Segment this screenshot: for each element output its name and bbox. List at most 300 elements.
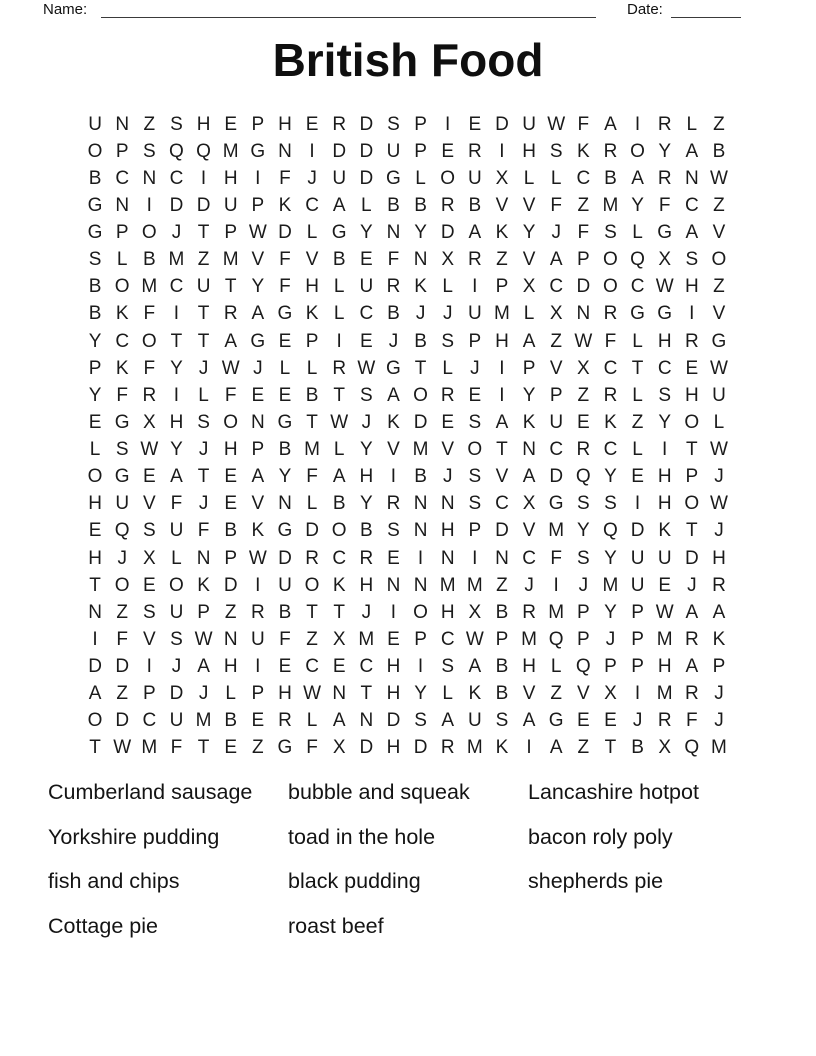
grid-cell: L (523, 303, 535, 325)
word-list-item: roast beef (288, 913, 384, 938)
name-label: Name: (43, 1, 88, 18)
grid-cell: T (224, 276, 237, 298)
grid-cell: U (386, 140, 401, 162)
grid-cell: G (114, 411, 130, 433)
grid-cell: M (358, 628, 375, 650)
grid-cell: K (251, 520, 265, 542)
grid-cell: B (224, 520, 238, 542)
grid-cell: M (548, 601, 565, 623)
grid-cell: I (499, 357, 505, 379)
grid-cell: A (387, 384, 400, 406)
grid-cell: I (255, 574, 261, 596)
grid-cell: N (250, 411, 265, 433)
grid-cell: J (470, 357, 480, 379)
grid-cell: Y (658, 140, 672, 162)
grid-cell: F (550, 194, 562, 216)
grid-cell: G (711, 330, 727, 352)
grid-cell: M (466, 574, 483, 596)
grid-cell: C (359, 656, 374, 677)
grid-cell: D (359, 140, 374, 162)
grid-cell: D (115, 656, 130, 677)
grid-cell: A (522, 710, 536, 732)
grid-cell: Y (359, 439, 373, 460)
grid-cell: Q (684, 737, 700, 759)
grid-cell: B (495, 683, 509, 705)
grid-cell: C (549, 439, 564, 460)
grid-cell: Z (116, 601, 128, 623)
grid-cell: B (305, 384, 319, 406)
word-list-item: Cumberland sausage (48, 780, 253, 804)
grid-cell: U (278, 574, 292, 596)
grid-cell: P (115, 222, 129, 243)
grid-cell: G (657, 303, 673, 325)
grid-cell: X (604, 683, 617, 705)
grid-cell: O (684, 493, 700, 515)
grid-cell: L (306, 357, 318, 379)
grid-cell: Q (114, 520, 130, 542)
grid-cell: K (115, 357, 129, 379)
grid-cell: G (331, 222, 347, 243)
grid-cell: O (413, 601, 428, 623)
grid-cell: D (684, 547, 699, 569)
grid-cell: E (468, 113, 482, 135)
grid-cell: M (602, 574, 619, 596)
grid-cell: D (196, 194, 211, 216)
grid-cell: P (414, 140, 427, 162)
grid-cell: Y (88, 384, 102, 406)
grid-cell: N (522, 439, 536, 460)
grid-cell: L (686, 113, 698, 135)
grid-cell: F (577, 222, 590, 243)
grid-cell: D (413, 411, 428, 433)
grid-cell: R (603, 140, 618, 162)
name-blank-line (101, 0, 596, 18)
grid-cell: T (414, 357, 427, 379)
word-list-item: shepherds pie (528, 869, 664, 894)
grid-cell: M (602, 194, 619, 216)
grid-cell: E (224, 466, 238, 488)
word-list-column (48, 780, 288, 959)
grid-cell: L (333, 439, 345, 460)
grid-cell: Q (630, 249, 645, 271)
grid-cell: M (304, 439, 320, 460)
grid-cell: W (709, 493, 728, 515)
grid-cell: E (576, 411, 590, 433)
grid-cell: I (173, 303, 180, 325)
grid-cell: S (170, 113, 183, 135)
grid-cell: W (248, 547, 267, 569)
grid-cell: N (196, 547, 211, 569)
grid-cell: G (386, 357, 401, 379)
grid-cell: U (169, 710, 184, 732)
grid-cell: R (576, 439, 591, 460)
grid-cell: D (495, 113, 509, 135)
grid-cell: E (251, 710, 265, 732)
grid-cell: X (142, 547, 156, 569)
grid-cell: C (657, 357, 672, 379)
grid-cell: N (115, 194, 130, 216)
grid-cell: U (549, 411, 564, 433)
grid-cell: C (576, 167, 591, 189)
grid-cell: B (278, 601, 292, 623)
grid-cell: C (603, 439, 618, 460)
grid-cell: W (465, 628, 484, 650)
grid-cell: O (141, 330, 157, 352)
date-label: Date: (627, 1, 663, 18)
page-title: British Food (272, 34, 544, 86)
grid-cell: S (88, 249, 102, 271)
grid-cell: U (630, 547, 645, 569)
grid-cell: K (658, 520, 672, 542)
grid-cell: T (197, 222, 210, 243)
grid-cell: L (550, 167, 562, 189)
grid-cell: P (549, 384, 563, 406)
grid-cell: H (712, 547, 726, 569)
grid-cell: C (169, 276, 184, 298)
grid-cell: W (330, 411, 349, 433)
grid-cell: E (332, 656, 346, 677)
grid-cell: N (386, 222, 401, 243)
grid-cell: Z (496, 249, 508, 271)
grid-cell: L (171, 547, 182, 569)
grid-cell: J (198, 357, 209, 379)
grid-cell: X (576, 357, 590, 379)
grid-cell: X (522, 493, 536, 515)
grid-cell: U (88, 113, 102, 135)
grid-cell: H (386, 683, 401, 705)
grid-cell: V (142, 493, 156, 515)
grid-cell: U (223, 194, 238, 216)
grid-cell: B (712, 140, 726, 162)
grid-cell: P (576, 249, 590, 271)
grid-cell: Y (604, 466, 617, 488)
grid-cell: S (685, 249, 699, 271)
grid-cell: J (198, 493, 209, 515)
grid-cell: A (495, 411, 509, 433)
grid-cell: M (195, 710, 212, 732)
grid-cell: E (88, 520, 102, 542)
grid-cell: E (359, 249, 373, 271)
grid-cell: T (89, 737, 101, 759)
grid-cell: D (332, 140, 347, 162)
grid-cell: X (549, 303, 563, 325)
grid-cell: K (305, 303, 319, 325)
grid-cell: P (305, 330, 319, 352)
grid-cell: Y (414, 683, 427, 705)
grid-cell: H (278, 113, 292, 135)
grid-cell: W (574, 330, 593, 352)
grid-cell: R (332, 357, 347, 379)
grid-cell: O (684, 411, 700, 433)
grid-cell: M (222, 140, 239, 162)
grid-cell: A (685, 656, 699, 677)
grid-cell: S (468, 411, 482, 433)
grid-cell: R (467, 249, 482, 271)
grid-cell: D (305, 520, 319, 542)
grid-cell: A (685, 222, 699, 243)
grid-cell: I (173, 384, 180, 406)
grid-cell: K (576, 140, 590, 162)
grid-cell: E (359, 330, 373, 352)
grid-cell: L (523, 167, 535, 189)
grid-cell: J (171, 222, 182, 243)
grid-cell: R (440, 194, 455, 216)
grid-cell: V (495, 466, 509, 488)
grid-cell: F (279, 167, 291, 189)
grid-cell: P (631, 601, 644, 623)
grid-cell: S (468, 493, 482, 515)
grid-cell: S (414, 710, 427, 732)
grid-cell: A (685, 140, 699, 162)
grid-cell: F (550, 547, 562, 569)
grid-cell: R (712, 574, 726, 596)
grid-cell: M (141, 276, 158, 298)
grid-cell: O (141, 222, 157, 243)
grid-cell: H (223, 656, 238, 677)
grid-cell: L (713, 411, 725, 433)
grid-cell: N (413, 520, 428, 542)
grid-cell: D (278, 222, 292, 243)
grid-cell: E (441, 411, 455, 433)
grid-cell: I (390, 601, 397, 623)
grid-cell: P (576, 601, 590, 623)
grid-cell: R (142, 384, 157, 406)
grid-cell: Y (522, 222, 536, 243)
grid-cell: U (657, 547, 672, 569)
grid-cell: K (712, 628, 726, 650)
grid-cell: H (440, 520, 455, 542)
grid-cell: N (332, 683, 347, 705)
grid-cell: E (142, 466, 156, 488)
grid-cell: S (359, 384, 373, 406)
grid-cell: B (414, 466, 427, 488)
grid-cell: G (250, 140, 266, 162)
grid-cell: K (197, 574, 210, 596)
grid-cell: E (278, 656, 292, 677)
grid-cell: W (113, 737, 132, 759)
grid-cell: K (468, 683, 482, 705)
grid-cell: F (116, 384, 128, 406)
grid-cell: R (657, 113, 672, 135)
grid-cell: F (577, 113, 590, 135)
grid-cell: I (634, 683, 641, 705)
grid-cell: X (495, 167, 509, 189)
grid-cell: F (306, 737, 318, 759)
grid-cell: W (547, 113, 566, 135)
grid-cell: E (387, 628, 400, 650)
grid-cell: J (687, 574, 697, 596)
grid-cell: J (361, 411, 372, 433)
grid-cell: W (194, 628, 213, 650)
grid-cell: I (499, 140, 505, 162)
grid-cell: C (169, 167, 184, 189)
grid-cell: E (305, 113, 319, 135)
grid-cell: Z (713, 194, 725, 216)
grid-cell: B (88, 303, 102, 325)
grid-cell: U (332, 167, 347, 189)
grid-cell: S (142, 601, 156, 623)
grid-cell: Y (278, 466, 292, 488)
grid-cell: D (549, 466, 564, 488)
grid-cell: E (88, 411, 102, 433)
grid-cell: Y (251, 276, 265, 298)
grid-cell: B (88, 167, 102, 189)
grid-cell: G (548, 710, 564, 732)
grid-cell: F (279, 276, 291, 298)
grid-cell: B (359, 520, 373, 542)
grid-cell: N (223, 628, 238, 650)
grid-cell: O (467, 439, 483, 460)
grid-cell: M (466, 737, 483, 759)
grid-cell: P (251, 113, 265, 135)
grid-cell: J (307, 167, 317, 189)
grid-cell: A (468, 656, 482, 677)
grid-cell: D (278, 547, 292, 569)
grid-cell: U (250, 628, 265, 650)
grid-cell: A (631, 167, 644, 189)
grid-cell: H (359, 574, 374, 596)
grid-cell: R (440, 384, 455, 406)
grid-cell: W (709, 167, 728, 189)
grid-cell: C (495, 493, 509, 515)
grid-cell: F (306, 466, 318, 488)
grid-cell: B (332, 249, 346, 271)
grid-cell: K (414, 276, 427, 298)
grid-cell: R (278, 710, 292, 732)
grid-cell: R (684, 330, 699, 352)
grid-cell: T (89, 574, 101, 596)
grid-cell: A (251, 466, 265, 488)
grid-cell: X (468, 601, 482, 623)
grid-cell: I (390, 466, 397, 488)
grid-cell: C (522, 547, 536, 569)
grid-cell: H (522, 656, 536, 677)
grid-cell: H (223, 439, 238, 460)
grid-cell: Z (577, 384, 590, 406)
grid-cell: G (114, 466, 130, 488)
grid-cell: F (116, 628, 128, 650)
grid-cell: K (495, 737, 509, 759)
grid-cell: S (468, 466, 482, 488)
grid-cell: V (495, 194, 509, 216)
grid-cell: I (526, 737, 532, 759)
grid-cell: R (359, 547, 374, 569)
grid-cell: M (711, 737, 727, 759)
grid-cell: T (631, 357, 644, 379)
grid-cell: X (142, 411, 156, 433)
grid-cell: X (332, 628, 346, 650)
grid-cell: J (442, 466, 453, 488)
grid-cell: R (603, 303, 618, 325)
grid-cell: I (309, 140, 315, 162)
grid-cell: T (496, 439, 508, 460)
grid-cell: Q (603, 520, 618, 542)
grid-cell: W (655, 601, 674, 623)
grid-cell: C (684, 194, 699, 216)
grid-cell: H (305, 276, 319, 298)
grid-cell: A (251, 303, 265, 325)
grid-cell: H (169, 411, 184, 433)
grid-cell: K (278, 194, 292, 216)
grid-cell: T (686, 520, 698, 542)
grid-cell: X (332, 737, 346, 759)
grid-cell: N (495, 547, 509, 569)
grid-cell: L (306, 710, 318, 732)
grid-cell: A (522, 466, 536, 488)
grid-cell: E (604, 710, 617, 732)
grid-cell: I (634, 113, 641, 135)
grid-cell: Y (170, 439, 183, 460)
grid-cell: Y (414, 222, 427, 243)
grid-cell: S (142, 520, 156, 542)
grid-cell: N (684, 167, 699, 189)
grid-cell: E (224, 737, 238, 759)
grid-cell: T (306, 411, 318, 433)
grid-cell: J (605, 628, 616, 650)
grid-cell: N (440, 547, 455, 569)
grid-cell: G (386, 167, 401, 189)
grid-cell: E (142, 574, 156, 596)
grid-cell: Z (550, 330, 562, 352)
grid-cell: U (115, 493, 130, 515)
grid-cell: D (495, 520, 509, 542)
grid-cell: F (170, 737, 183, 759)
grid-cell: A (88, 683, 102, 705)
grid-cell: V (522, 194, 536, 216)
grid-cell: S (441, 656, 455, 677)
grid-cell: I (417, 656, 424, 677)
worksheet-header (0, 0, 816, 24)
grid-cell: Z (577, 194, 590, 216)
grid-cell: K (522, 411, 536, 433)
grid-cell: H (386, 737, 401, 759)
grid-cell: P (142, 683, 156, 705)
grid-cell: H (657, 656, 672, 677)
word-search-grid (82, 111, 733, 762)
grid-cell: C (359, 303, 374, 325)
grid-cell: R (603, 384, 618, 406)
grid-cell: W (140, 439, 159, 460)
grid-cell: N (115, 113, 130, 135)
grid-cell: B (414, 194, 427, 216)
grid-cell: M (494, 303, 510, 325)
grid-cell: H (223, 167, 238, 189)
grid-cell: Z (306, 628, 318, 650)
grid-cell: O (630, 140, 645, 162)
grid-cell: I (336, 330, 342, 352)
grid-cell: O (169, 574, 184, 596)
grid-cell: B (142, 249, 156, 271)
grid-cell: J (198, 439, 209, 460)
grid-cell: U (712, 384, 726, 406)
grid-cell: I (472, 276, 478, 298)
grid-cell: J (714, 466, 724, 488)
grid-cell: D (359, 167, 374, 189)
grid-cell: C (549, 276, 564, 298)
grid-cell: C (630, 276, 645, 298)
grid-cell: O (114, 276, 130, 298)
grid-cell: J (714, 710, 724, 732)
grid-cell: P (251, 439, 265, 460)
grid-cell: R (386, 276, 401, 298)
grid-cell: Y (359, 222, 373, 243)
grid-cell: Q (575, 656, 591, 677)
grid-cell: S (495, 710, 509, 732)
grid-cell: U (169, 520, 184, 542)
grid-cell: J (524, 574, 534, 596)
grid-cell: P (115, 140, 129, 162)
grid-cell: Z (713, 113, 725, 135)
